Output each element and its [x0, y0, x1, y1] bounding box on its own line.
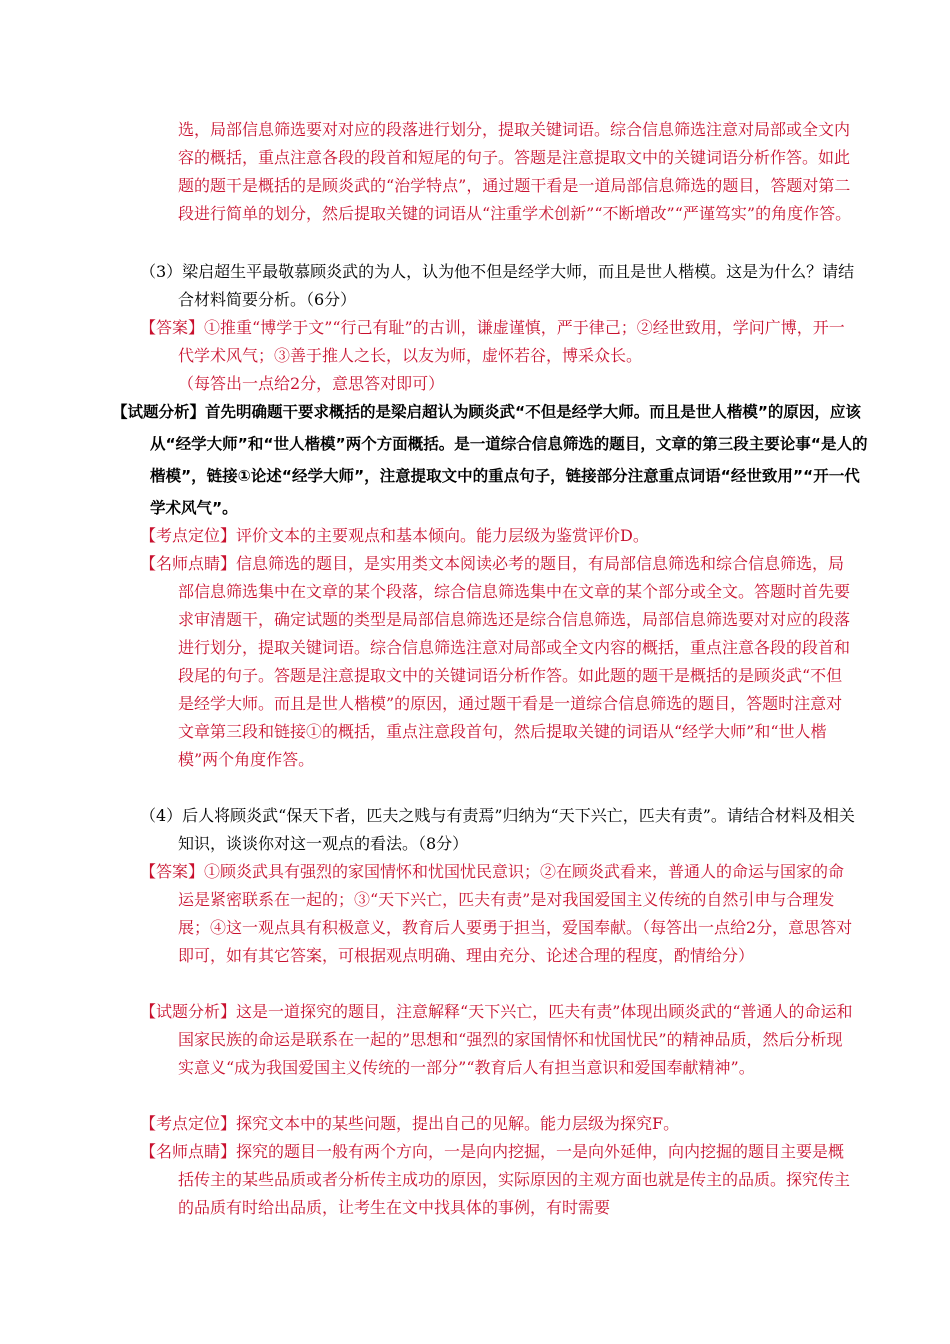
q3-answer-text: ①推重“博学于文”“行己有耻”的古训，谦虚谨慎，严于律己；②经世致用，学问广博，开一代学术风气；③善于推人之长，以友为师，虚怀若谷，博采众长。	[178, 318, 845, 365]
q3-analysis-tag: 【试题分析】	[112, 403, 206, 421]
q3-answer	[140, 314, 858, 370]
q4-point-text: 探究文本中的某些问题，提出自己的见解。能力层级为探究F。	[236, 1114, 680, 1133]
intro-paragraph: 选，局部信息筛选要对对应的段落进行划分，提取关键词语。综合信息筛选注意对局部或全文内容的概括，重点注意各段的段首和短尾的句子。答题是注意提取文中的关键词语分析作答。如此题的题干是概括的是顾炎武的“治学特点”，通过题干看是一道局部信息筛选的题目，答题对第二段进行简单的划分，然后提取关键的词语从“注重学术创新”“不断增改”“严谨笃实”的角度作答。	[178, 120, 852, 223]
q4-tip-tag: 【名师点睛】	[140, 1142, 237, 1161]
q4-point	[140, 1110, 858, 1138]
q3-answer-note: （每答出一点给2分，意思答对即可）	[178, 374, 445, 393]
question-4: （4）后人将顾炎武“保天下者，匹夫之贱与有责焉”归纳为“天下兴亡，匹夫有责”。请结合材料及相关知识，谈谈你对这一观点的看法。（8分）	[140, 806, 855, 853]
q3-analysis	[112, 396, 870, 524]
q3-point-tag: 【考点定位】	[140, 526, 237, 545]
q3-answer-tag: 【答案】	[140, 318, 205, 337]
q3-tip	[140, 550, 858, 774]
q4-answer-tag: 【答案】	[140, 862, 205, 881]
q4-answer	[140, 858, 858, 970]
q4-analysis-tag: 【试题分析】	[140, 1002, 237, 1021]
q3-point-text: 评价文本的主要观点和基本倾向。能力层级为鉴赏评价D。	[236, 526, 649, 545]
q4-point-tag: 【考点定位】	[140, 1114, 237, 1133]
q3-analysis-text: 首先明确题干要求概括的是梁启超认为顾炎武“不但是经学大师。而且是世人楷模”的原因，应该从“经学大师”和“世人楷模”两个方面概括。是一道综合信息筛选的题目，文章的第三段主要论事“是人的楷模”，链接①论述“经学大师”，注意提取文中的重点句子，链接部分注意重点词语“经世致用”“开一代学术风气”。	[150, 403, 868, 517]
q4-tip	[140, 1138, 858, 1222]
q3-tip-tag: 【名师点睛】	[140, 554, 237, 573]
question-3: （3）梁启超生平最敬慕顾炎武的为人，认为他不但是经学大师，而且是世人楷模。这是为什么？请结合材料简要分析。（6分）	[140, 262, 855, 309]
q4-tip-text: 探究的题目一般有两个方向，一是向内挖掘，一是向外延伸，向内挖掘的题目主要是概括传主的某些品质或者分析传主成功的原因，实际原因的主观方面也就是传主的品质。探究传主的品质有时给出品质，让考生在文中找具体的事例，有时需要	[178, 1142, 851, 1217]
q3-point	[140, 522, 858, 550]
q4-answer-text: ①顾炎武具有强烈的家国情怀和忧国忧民意识；②在顾炎武看来，普通人的命运与国家的命运是紧密联系在一起的；③“天下兴亡，匹夫有责”是对我国爱国主义传统的自然引申与合理发展；④这一观点具有积极意义，教育后人要勇于担当，爱国奉献。（每答出一点给2分，意思答对即可，如有其它答案，可根据观点明确、理由充分、论述合理的程度，酌情给分）	[178, 862, 853, 965]
q3-tip-text: 信息筛选的题目，是实用类文本阅读必考的题目，有局部信息筛选和综合信息筛选，局部信息筛选集中在文章的某个段落，综合信息筛选集中在文章的某个部分或全文。答题时首先要求审清题干，确定试题的类型是局部信息筛选还是综合信息筛选，局部信息筛选要对对应的段落进行划分，提取关键词语。综合信息筛选注意对局部或全文内容的概括，重点注意各段的段首和段尾的句子。答题是注意提取文中的关键词语分析作答。如此题的题干是概括的是顾炎武“不但是经学大师。而且是世人楷模”的原因，通过题干看是一道综合信息筛选的题目，答题时注意对文章第三段和链接①的概括，重点注意段首句，然后提取关键的词语从“经学大师”和“世人楷模”两个角度作答。	[178, 554, 851, 769]
q4-analysis	[140, 998, 858, 1082]
q4-analysis-text: 这是一道探究的题目，注意解释“天下兴亡，匹夫有责”体现出顾炎武的“普通人的命运和国家民族的命运是联系在一起的”思想和“强烈的家国情怀和忧国忧民”的精神品质，然后分析现实意义“成为我国爱国主义传统的一部分”“教育后人有担当意识和爱国奉献精神”。	[178, 1002, 853, 1077]
